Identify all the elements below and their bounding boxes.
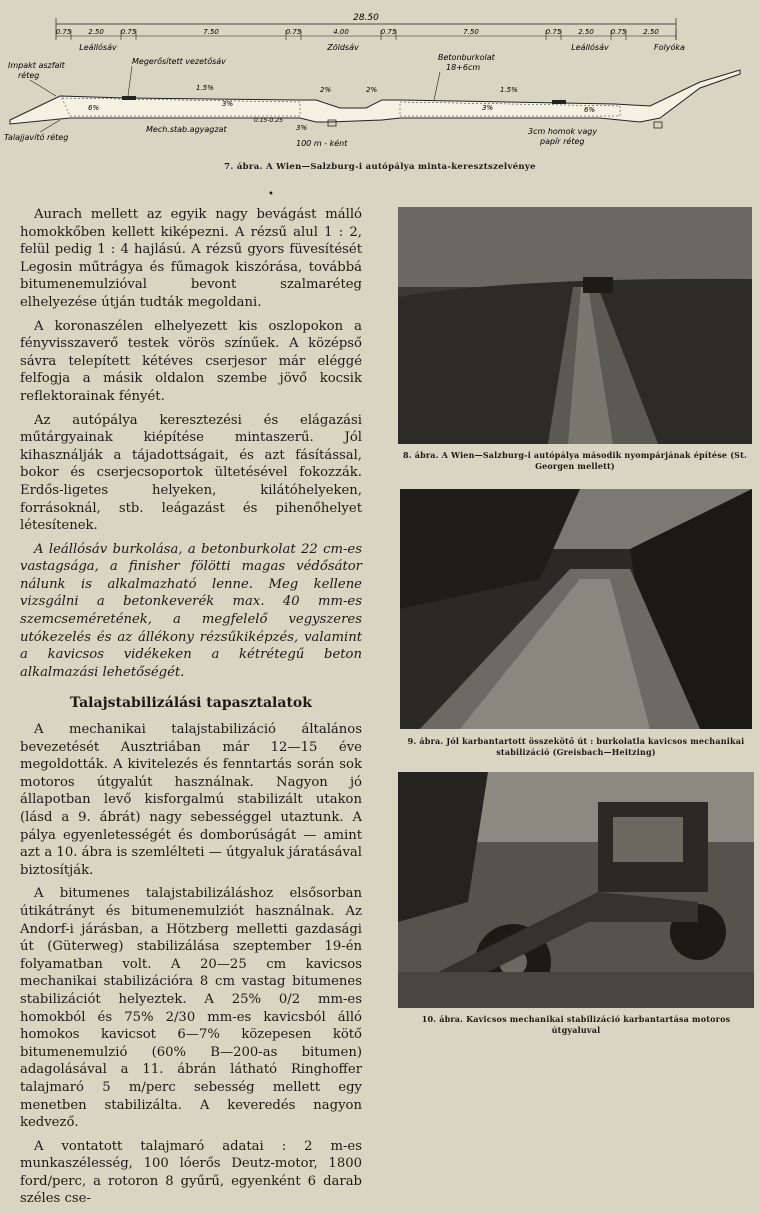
zone-drainage: Folyóka — [654, 43, 685, 52]
svg-text:réteg: réteg — [18, 71, 40, 80]
segment-label: 7.50 — [463, 28, 479, 36]
svg-text:2%: 2% — [366, 86, 378, 94]
paragraph: Aurach mellett az egyik nagy bevágást málló homokkőben kellett kiképezni. A rézsű alul 1 : 2, felül pedig 1 : 4 hajlású. A rézsű gyors füvesítését Legosin műtrágya és fűmagok kiszórása, továbbá bitumenemulzióval bevont szalmaréteg elhelyezése útján tudták megoldani. — [20, 207, 362, 310]
bullet-mark: • — [268, 189, 274, 200]
label-sand-paper: 3cm homok vagy — [528, 127, 598, 136]
svg-text:18+6cm: 18+6cm — [446, 63, 481, 72]
figure-8-caption: 8. ábra. A Wien—Salzburg-i autópálya második nyompárjának építése (St. Georgen mellett) — [402, 450, 748, 471]
label-concrete: Betonburkolat — [438, 53, 495, 62]
figure-10-caption: 10. ábra. Kavicsos mechanikai stabilizáció karbantartása motoros útgyaluval — [421, 1014, 731, 1035]
segment-label: 4.00 — [333, 28, 349, 36]
zone-right-shoulder: Leállósáv — [571, 43, 609, 52]
label-soil-improvement: Talajjavító réteg — [4, 133, 69, 142]
segment-label: 0.75 — [55, 28, 72, 36]
zone-left-shoulder: Leállósáv — [79, 43, 117, 52]
segment-label: 0.75 — [545, 28, 562, 36]
svg-text:3%: 3% — [482, 104, 494, 112]
label-mech-stab: Mech.stab.agyagzat — [146, 125, 227, 134]
paragraph: Az autópálya keresztezési és elágazási műtárgyainak kiépítése mintaszerű. Jól kihasználják a tájadottságait, és azt fásítással, bokor és cserjecsoportok ültetésével fokozzák. Erdős-ligetes helyeken, kilátóhelyeken, forrásoknál, stb. leágazást és pihenőhelyet létesítenek. — [20, 412, 362, 534]
svg-text:3%: 3% — [222, 100, 234, 108]
segment-label: 2.50 — [578, 28, 594, 36]
segment-label: 0.75 — [380, 28, 397, 36]
svg-text:3%: 3% — [296, 124, 308, 132]
svg-text:2%: 2% — [320, 86, 332, 94]
zone-median: Zöldsáv — [327, 43, 359, 52]
figure-7-caption: 7. ábra. A Wien—Salzburg-i autópálya minta-keresztszelvénye — [224, 162, 536, 172]
paragraph: A koronaszélen elhelyezett kis oszlopokon a fényvisszaverő testek vörös színűek. A középső sávra telepített kétéves cserjesor már eléggé felfogja a másik oldalon szembe jövő kocsik reflektorainak fényét. — [20, 318, 362, 404]
section-heading: Talajstabilizálási tapasztalatok — [70, 695, 312, 712]
segment-label: 2.50 — [643, 28, 659, 36]
svg-text:6%: 6% — [88, 104, 100, 112]
segment-label: 2.50 — [88, 28, 104, 36]
segment-label: 7.50 — [203, 28, 219, 36]
segment-label: 0.75 — [285, 28, 302, 36]
svg-text:1.5%: 1.5% — [500, 86, 518, 94]
paragraph: A vontatott talajmaró adatai : 2 m-es munkaszélesség, 100 lóerős Deutz-motor, 1800 ford/perc, a rotoron 8 gyűrű, egyenként 6 darab széles cse- — [20, 1138, 362, 1207]
paragraph: A mechanikai talajstabilizáció általános bevezetését Ausztriában már 12—15 éve megoldották. A kivitelezés és fenntartás során sok motoros útgyalút használnak. Nagyon jó állapotban levő kisforgalmú stabilizált utakon (lásd a 9. ábrát) nagy sebességgel utaztunk. A pálya egyenletességét és domborúságát — amint azt a 10. ábra is szemlélteti — útgyaluk járatásával biztosítják. — [20, 722, 362, 878]
figure-8-photo — [398, 207, 752, 444]
label-ditch: 100 m - ként — [296, 139, 348, 148]
svg-text:papír réteg: papír réteg — [540, 137, 585, 146]
figure-9-photo — [400, 489, 752, 729]
segment-label: 0.75 — [610, 28, 627, 36]
total-width-label: 28.50 — [353, 13, 379, 23]
segment-label: 0.75 — [120, 28, 137, 36]
svg-text:1.5%: 1.5% — [196, 84, 214, 92]
svg-text:0.15-0.25: 0.15-0.25 — [254, 117, 283, 124]
label-reinforced-guide: Megerősített vezetősáv — [132, 57, 226, 66]
svg-text:6%: 6% — [584, 106, 596, 114]
paragraph-italic: A leállósáv burkolása, a betonburkolat 22 cm-es vastagsága, a finisher fölötti magas védősátor nálunk is alkalmazható lenne. Meg kellene vizsgálni a betonkeverék max. 40 mm-es szemcseméretének, a megfelelő vegyszeres utókezelés és az állékony rézsűkiképzés, valamint a kavicsos vidékeken a kétrétegű beton alkalmazási lehetőségét. — [20, 541, 362, 680]
figure-9-caption: 9. ábra. Jól karbantartott összekötő út : burkolatla kavicsos mechanikai stabilizáció (Greisbach—Heitzing) — [407, 736, 745, 757]
text-column — [20, 206, 362, 1214]
figure-10-photo — [398, 772, 754, 1008]
paragraph: A bitumenes talajstabilizáláshoz elsősorban útikátrányt és bitumenemulziót használnak. Az Andorf-i járásban, a Hötzberg melletti gazdasági út (Güterweg) stabilizálása szeptember 19-én folyamatban volt. A 20—25 cm kavicsos mechanikai stabilizációra 8 cm vastag bitumenes stabilizációt helyeztek. A 25% 0/2 mm-es homokból és 75% 2/30 mm-es kavicsból álló homokos kavicsot 6—7% közepesen kötő bitumenemulzió (60% B—200-as bitumen) adagolásával a 11. ábrán látható Ringhoffer talajmaró 5 m/perc sebesség mellett egy menetben stabilizálta. A keveredés nagyon kedvező. — [20, 886, 362, 1131]
cross-section-diagram — [0, 0, 760, 160]
label-impact-asphalt: Impakt aszfalt — [8, 61, 65, 70]
